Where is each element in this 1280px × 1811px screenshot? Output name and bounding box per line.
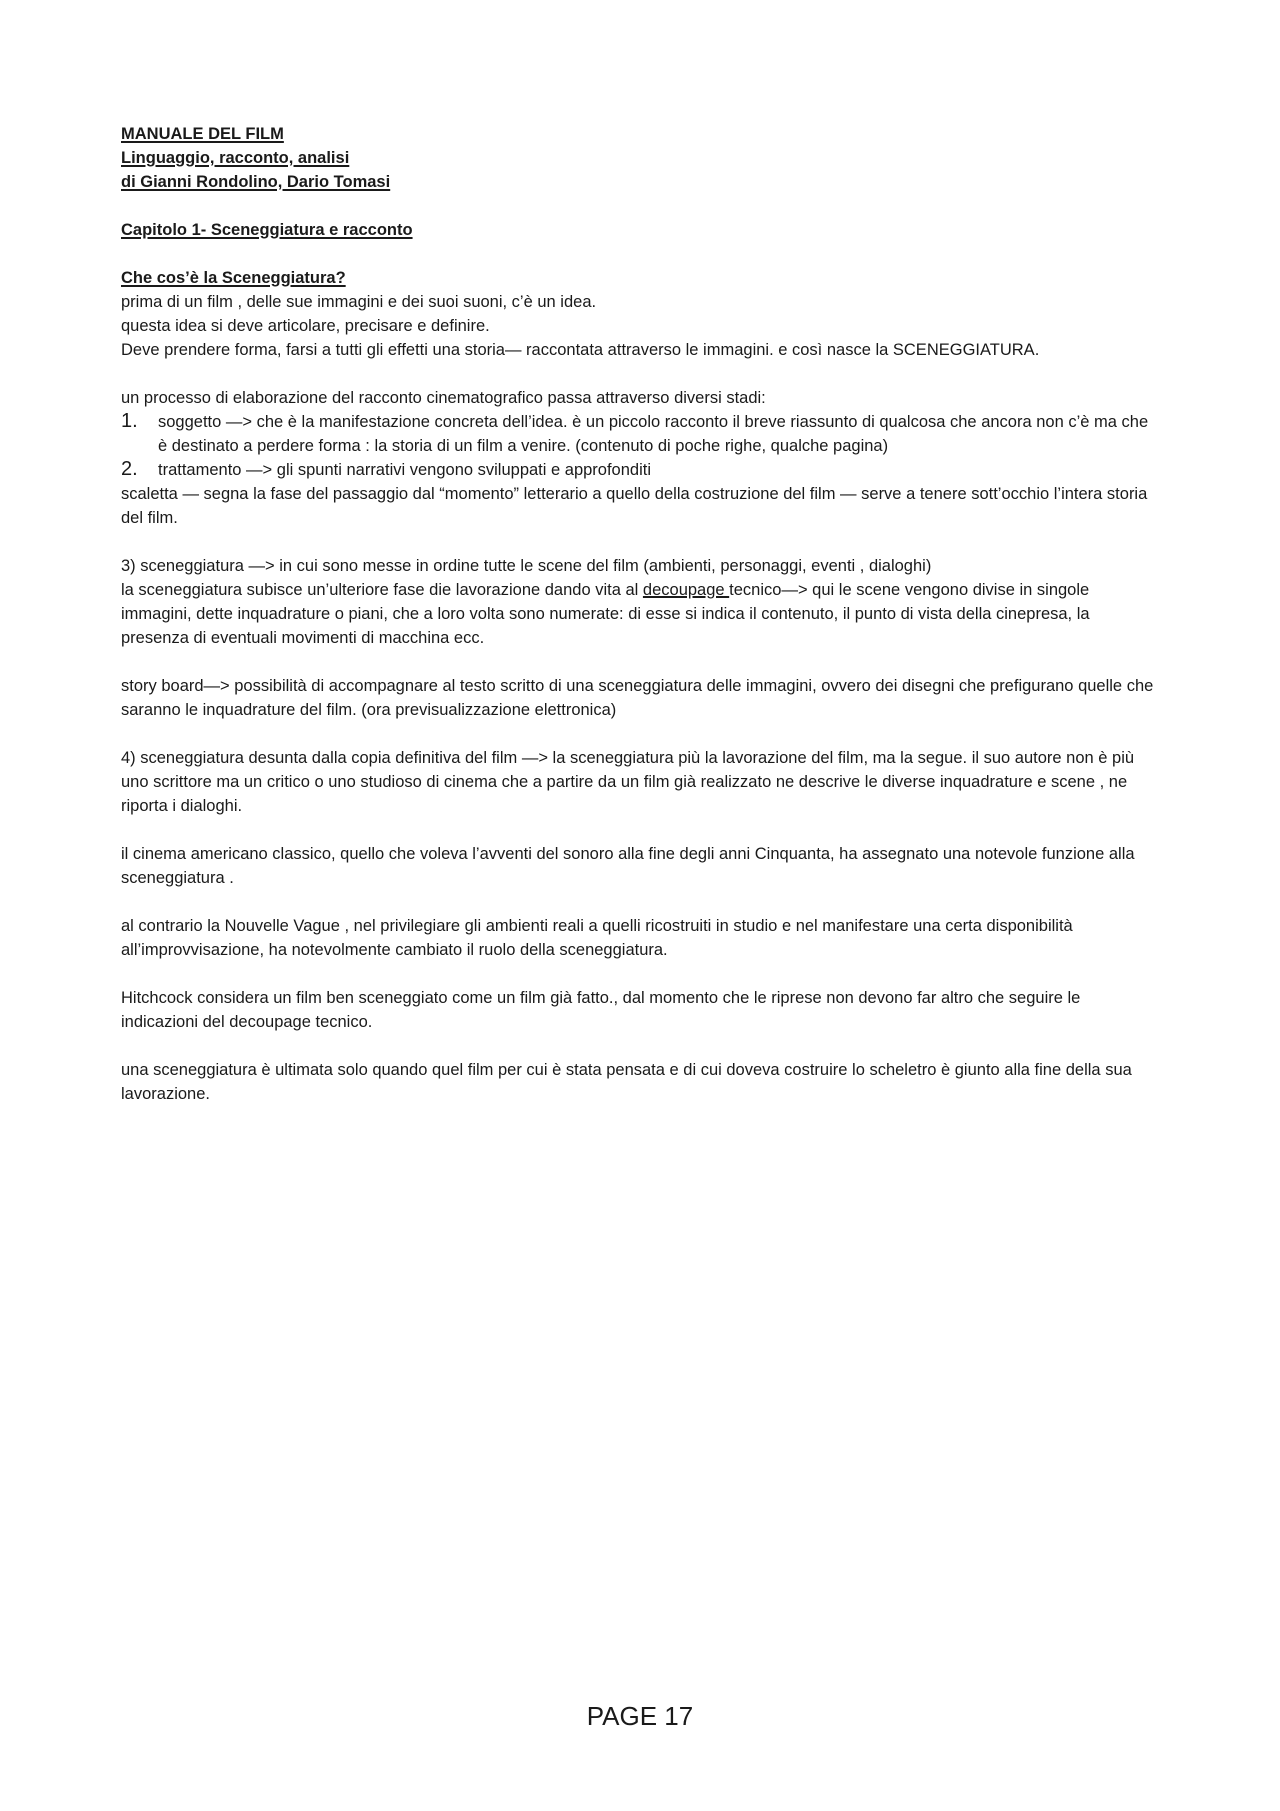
spacer [121, 722, 1161, 746]
spacer [121, 194, 1161, 218]
section-title: Che cos’è la Sceneggiatura? [121, 269, 346, 287]
spacer [121, 818, 1161, 842]
intro-line-2: questa idea si deve articolare, precisare e definire. [121, 317, 490, 335]
step3-line-1: 3) sceneggiatura —> in cui sono messe in ordine tutte le scene del film (ambienti, personaggi, eventi , dialoghi) [121, 557, 932, 575]
spacer [121, 650, 1161, 674]
spacer [121, 530, 1161, 554]
document-authors: di Gianni Rondolino, Dario Tomasi [121, 173, 391, 191]
paragraph-hitchcock: Hitchcock considera un film ben sceneggiato come un film già fatto., dal momento che le riprese non devono far altro che seguire le indicazioni del decoupage tecnico. [121, 989, 1081, 1031]
paragraph-american-cinema: il cinema americano classico, quello che voleva l’avventi del sonoro alla fine degli anni Cinquanta, ha assegnato una notevole funzione alla sceneggiatura . [121, 845, 1135, 887]
storyboard-paragraph: story board—> possibilità di accompagnare al testo scritto di una sceneggiatura delle immagini, ovvero dei disegni che prefigurano quelle che saranno le inquadrature del film. (ora previsualizzazione elettronica) [121, 677, 1154, 719]
list-item-trattamento [121, 458, 1161, 482]
page-number: PAGE 17 [586, 1701, 694, 1731]
chapter-title: Capitolo 1- Sceneggiatura e racconto [121, 221, 413, 239]
spacer [121, 962, 1161, 986]
spacer [121, 1034, 1161, 1058]
spacer [121, 362, 1161, 386]
scaletta-paragraph: scaletta — segna la fase del passaggio dal “momento” letterario a quello della costruzione del film — serve a tenere sott’occhio l’intera storia del film. [121, 485, 1148, 527]
step3-paragraph [121, 578, 1161, 650]
step3-text-after: tecnico—> qui le scene vengono divise in singole immagini, dette inquadrature o piani, che a loro volta sono numerate: di esse si indica il contenuto, il punto di vista della cinepresa, la presenza di eventuali movimenti di macchina ecc. [121, 581, 1090, 647]
decoupage-term: decoupage [642, 581, 730, 599]
step4-paragraph: 4) sceneggiatura desunta dalla copia definitiva del film —> la sceneggiatura più la lavorazione del film, ma la segue. il suo autore non è più uno scrittore ma un critico o uno studioso di cinema che a partire da un film già realizzato ne descrive le diverse inquadrature e scene , ne riporta i dialoghi. [121, 749, 1135, 815]
list-item-text: soggetto —> che è la manifestazione concreta dell’idea. è un piccolo racconto il breve riassunto di qualcosa che ancora non c’è ma che è destinato a perdere forma : la storia di un film a venire. (contenuto di poche righe, qualche pagina) [158, 413, 1149, 455]
document-subtitle: Linguaggio, racconto, analisi [121, 149, 350, 167]
spacer [121, 890, 1161, 914]
intro-line-1: prima di un film , delle sue immagini e dei suoi suoni, c’è un idea. [121, 293, 597, 311]
paragraph-conclusion: una sceneggiatura è ultimata solo quando quel film per cui è stata pensata e di cui doveva costruire lo scheletro è giunto alla fine della sua lavorazione. [121, 1061, 1132, 1103]
list-item-text: trattamento —> gli spunti narrativi vengono sviluppati e approfonditi [158, 461, 651, 479]
list-item-soggetto [121, 410, 1161, 458]
paragraph-nouvelle-vague: al contrario la Nouvelle Vague , nel privilegiare gli ambienti reali a quelli ricostruiti in studio e nel manifestare una certa disponibilità all’improvvisazione, ha notevolmente cambiato il ruolo della sceneggiatura. [121, 917, 1073, 959]
list-number: 1. [121, 410, 138, 432]
list-number: 2. [121, 458, 138, 480]
intro-line-3: Deve prendere forma, farsi a tutti gli effetti una storia— raccontata attraverso le immagini. e così nasce la SCENEGGIATURA. [121, 341, 1040, 359]
document-title: MANUALE DEL FILM [121, 125, 284, 143]
document-body [121, 122, 1161, 1106]
spacer [121, 242, 1161, 266]
step3-text-before: la sceneggiatura subisce un’ulteriore fase die lavorazione dando vita al [121, 581, 643, 599]
process-lead: un processo di elaborazione del racconto cinematografico passa attraverso diversi stadi: [121, 389, 766, 407]
